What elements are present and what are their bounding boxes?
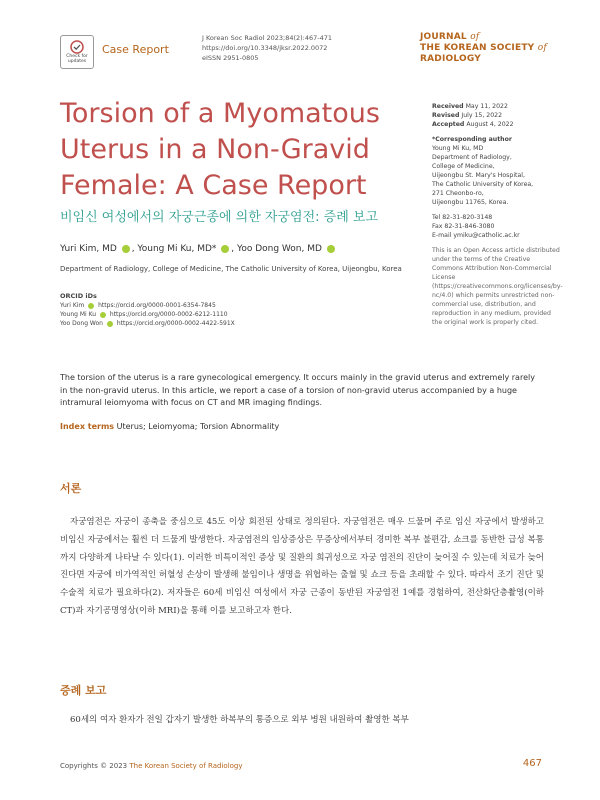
fax: Fax 82-31-846-3080	[432, 223, 495, 230]
journal-meta	[202, 33, 332, 63]
orcid-entry: Yoo Dong Won https://orcid.org/0000-0002-4422-591X	[60, 320, 235, 327]
orcid-icon[interactable]	[327, 245, 335, 253]
orcid-icon	[100, 312, 106, 318]
intro-heading: 서론	[60, 482, 82, 495]
accepted-date: Accepted August 4, 2022	[432, 121, 514, 128]
footer-copyright: Copyrights © 2023 The Korean Society of Radiology	[60, 762, 243, 770]
section-label: Case Report	[102, 43, 169, 56]
page-number: 467	[522, 758, 542, 769]
eissn: eISSN 2951-0805	[202, 54, 259, 62]
received-date: Received May 11, 2022	[432, 103, 508, 110]
case-paragraph: 60세의 여자 환자가 전일 갑자기 발생한 하복부의 통증으로 외부 병원 내원하여 촬영한 복부	[70, 715, 409, 725]
article-title-korean: 비임신 여성에서의 자궁근종에 의한 자궁염전: 증례 보고	[60, 210, 379, 225]
revised-date: Revised July 15, 2022	[432, 112, 503, 119]
orcid-link[interactable]: https://orcid.org/0000-0001-6354-7845	[98, 302, 216, 309]
doi-link[interactable]: https://doi.org/10.3348/jksr.2022.0072	[202, 44, 328, 52]
author-name: , Yoo Dong Won, MD	[231, 244, 322, 254]
orcid-link[interactable]: https://orcid.org/0000-0002-4422-591X	[116, 320, 235, 327]
orcid-icon	[107, 321, 113, 327]
case-heading: 증례 보고	[60, 684, 107, 697]
orcid-icon[interactable]	[122, 245, 130, 253]
author-list	[60, 244, 337, 254]
author-name: Yuri Kim, MD	[60, 244, 117, 254]
check-for-updates-badge[interactable]	[60, 35, 94, 69]
article-title: Torsion of a Myomatous Uterus in a Non-Gravid Female: A Case Report	[60, 98, 380, 201]
orcid-entry: Yuri Kim https://orcid.org/0000-0001-6354-7845	[60, 302, 216, 309]
author-name: , Young Mi Ku, MD*	[131, 244, 217, 254]
journal-logo: JOURNAL of THE KOREAN SOCIETY of RADIOLOGY	[420, 32, 547, 64]
orcid-icon	[88, 303, 94, 309]
orcid-heading: ORCID iDs	[60, 292, 97, 300]
check-for-updates-text: Check for updates	[66, 54, 88, 64]
corresponding-label: *Corresponding author	[432, 136, 512, 143]
orcid-list	[60, 292, 235, 328]
email-link[interactable]: E-mail ymiku@catholic.ac.kr	[432, 232, 520, 239]
affiliation: Department of Radiology, College of Medicine, The Catholic University of Korea, Uijeongbu, Korea	[60, 265, 402, 273]
orcid-link[interactable]: https://orcid.org/0000-0002-6212-1110	[109, 311, 228, 318]
check-for-updates-icon	[70, 40, 84, 54]
orcid-entry: Young Mi Ku https://orcid.org/0000-0002-6212-1110	[60, 311, 228, 318]
orcid-icon[interactable]	[221, 245, 229, 253]
phone: Tel 82-31-820-3148	[432, 214, 493, 221]
index-terms: Index terms Uterus; Leiomyoma; Torsion Abnormality	[60, 422, 280, 431]
license-text: This is an Open Access article distributed under the terms of the Creative Commons Attribution Non-Commercial License (https://creativecommons.org/licenses/by-nc/4.0) which permits unrestricted non-commercial use, distribution, and reproduction in any medium, provided the original work is properly cited.	[432, 247, 563, 326]
citation: J Korean Soc Radiol 2023;84(2):467-471	[202, 34, 333, 42]
intro-paragraph: 자궁염전은 자궁이 종축을 중심으로 45도 이상 회전된 상태로 정의된다. 자궁염전은 매우 드물며 주로 임신 자궁에서 발생하고 비임신 자궁에서는 훨씬 더 드물게 발생한다. 자궁염전의 임상증상은 무증상에서부터 경미한 복부 불편감, 쇼크를 동반한 급성 복통까지 다양하게 나타날 수 있다(1). 이러한 비특이적인 증상 및 질환의 희귀성으로 자궁 염전의 진단이 늦어질 수 있는데 치료가 늦어진다면 자궁에 비가역적인 허혈성 손상이 발생해 불임이나 생명을 위협하는 출혈 및 쇼크 등을 초래할 수 있다. 따라서 조기 진단 및 수술적 치료가 필요하다(2). 저자들은 60세 비임신 여성에서 자궁 근종이 동반된 자궁염전 1예를 경험하여, 전산화단층촬영(이하 CT)과 자기공명영상(이하 MRI)을 통해 이를 보고하고자 한다.	[60, 517, 544, 616]
article-sidebar: Received May 11, 2022 Revised July 15, 2022 Accepted August 4, 2022 *Corresponding author Young Mi Ku, MD Department of Radiology, College of Medicine, Uijeongbu St. Mary's Hospital, The Catholic University of Korea, 271 Cheonbo-ro, Uijeongbu 11765, Korea. Tel 82-31-820-3148 Fax 82-31-846-3080 E-mail ymiku@catholic.ac.kr This is an Open Access article distributed under the terms of the Creative Commons Attribution Non-Commercial License (https://creativecommons.org/licenses/by-nc/4.0) which permits unrestricted non-commercial use, distribution, and reproduction in any medium, provided the original work is properly cited.	[432, 103, 563, 326]
abstract: The torsion of the uterus is a rare gynecological emergency. It occurs mainly in the gravid uterus and extremely rarely in the non-gravid uterus. In this article, we report a case of a torsion of non-gravid uterus accompanied by a huge intramural leiomyoma with focus on CT and MR imaging findings.	[60, 373, 535, 407]
